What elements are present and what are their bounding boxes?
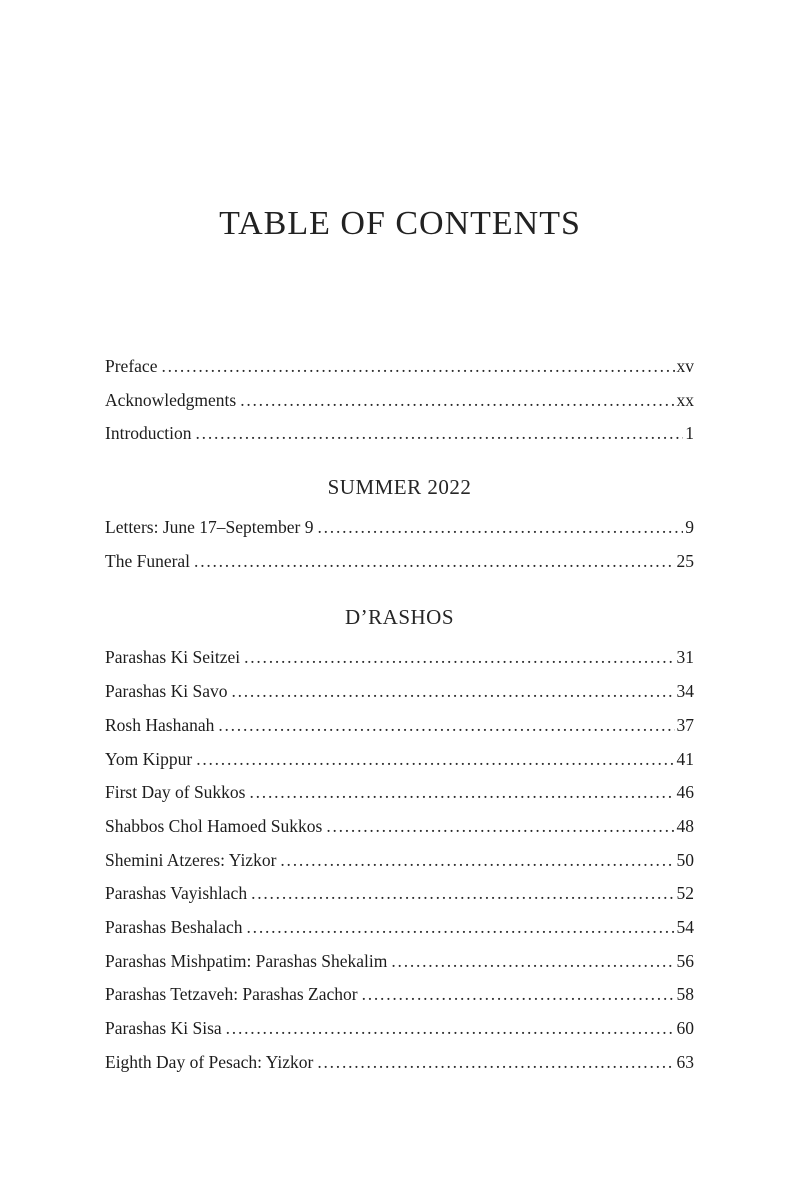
dot-leader <box>218 709 674 743</box>
toc-entry[interactable] <box>105 776 694 810</box>
entry-title: Preface <box>105 356 158 376</box>
entry-page-number: 63 <box>676 1051 694 1072</box>
entry-title: Rosh Hashanah <box>105 714 215 735</box>
entry-page-number: xv <box>676 356 694 376</box>
entry-page-number: 37 <box>676 714 694 735</box>
entry-title: Parashas Tetzaveh: Parashas Zachor <box>105 984 358 1005</box>
entry-page-number: 46 <box>676 782 694 803</box>
entry-page-number: 56 <box>676 950 694 971</box>
entry-title: Parashas Ki Savo <box>105 681 228 702</box>
dot-leader <box>161 350 674 384</box>
entry-page-number: 54 <box>676 916 694 937</box>
toc-entry[interactable] <box>105 1046 694 1080</box>
entry-page-number: 58 <box>676 984 694 1005</box>
dot-leader <box>196 743 674 777</box>
entry-title: Parashas Vayishlach <box>105 883 248 904</box>
section-heading: D’RASHOS <box>344 605 455 630</box>
dot-leader <box>247 911 675 945</box>
toc-entry[interactable] <box>105 1012 694 1046</box>
entry-page-number: 31 <box>676 647 694 668</box>
toc-entry[interactable] <box>105 384 694 418</box>
toc-entry[interactable] <box>105 844 694 878</box>
dot-leader <box>280 844 674 878</box>
entry-title: Parashas Ki Sisa <box>105 1018 222 1038</box>
toc-entry[interactable] <box>105 877 694 911</box>
toc-entry[interactable] <box>105 978 694 1012</box>
toc-entry[interactable] <box>105 743 694 777</box>
entry-page-number: 50 <box>676 849 694 870</box>
entry-title: Parashas Beshalach <box>105 916 243 937</box>
toc-entry[interactable] <box>105 545 694 579</box>
toc-entry[interactable] <box>105 511 694 545</box>
section-heading: SUMMER 2022 <box>327 475 472 500</box>
entry-title: Parashas Mishpatim: Parashas Shekalim <box>105 950 388 971</box>
entry-title: Acknowledgments <box>105 389 237 410</box>
toc-entry[interactable] <box>105 641 694 675</box>
toc-entry[interactable] <box>105 911 694 945</box>
entry-page-number: 41 <box>676 748 694 769</box>
section-summer-2022 <box>105 470 694 578</box>
entry-page-number: 60 <box>676 1018 694 1038</box>
entry-page-number: 1 <box>685 423 694 444</box>
front-matter-list <box>105 350 694 451</box>
entry-page-number: 48 <box>676 815 694 836</box>
toc-entry[interactable] <box>105 709 694 743</box>
dot-leader <box>240 384 674 418</box>
entry-page-number: 9 <box>685 517 694 538</box>
toc-entry[interactable] <box>105 417 694 451</box>
dot-leader <box>196 417 684 451</box>
toc-entry[interactable] <box>105 350 694 384</box>
entry-page-number: 34 <box>676 681 694 702</box>
toc-entry[interactable] <box>105 945 694 979</box>
dot-leader <box>326 810 674 844</box>
entry-title: Introduction <box>105 423 192 444</box>
dot-leader <box>226 1012 675 1046</box>
entry-title: Eighth Day of Pesach: Yizkor <box>105 1051 314 1072</box>
entry-title: First Day of Sukkos <box>105 782 246 803</box>
entry-title: The Funeral <box>105 550 191 571</box>
entry-title: Yom Kippur <box>105 748 193 769</box>
page-title: TABLE OF CONTENTS <box>219 205 581 242</box>
entry-title: Parashas Ki Seitzei <box>105 647 241 668</box>
dot-leader <box>231 675 674 709</box>
dot-leader <box>251 877 674 911</box>
dot-leader <box>362 978 675 1012</box>
table-of-contents <box>105 350 694 1079</box>
entry-title: Shabbos Chol Hamoed Sukkos <box>105 815 323 836</box>
section-drashos <box>105 600 694 1079</box>
entry-page-number: xx <box>676 389 694 410</box>
dot-leader <box>244 641 674 675</box>
dot-leader <box>194 545 674 579</box>
entry-title: Shemini Atzeres: Yizkor <box>105 849 277 870</box>
dot-leader <box>318 511 684 545</box>
dot-leader <box>250 776 675 810</box>
dot-leader <box>317 1046 674 1080</box>
dot-leader <box>391 945 674 979</box>
entry-page-number: 52 <box>676 883 694 904</box>
toc-entry[interactable] <box>105 675 694 709</box>
toc-entry[interactable] <box>105 810 694 844</box>
entry-page-number: 25 <box>676 550 694 571</box>
entry-title: Letters: June 17–September 9 <box>105 517 314 538</box>
